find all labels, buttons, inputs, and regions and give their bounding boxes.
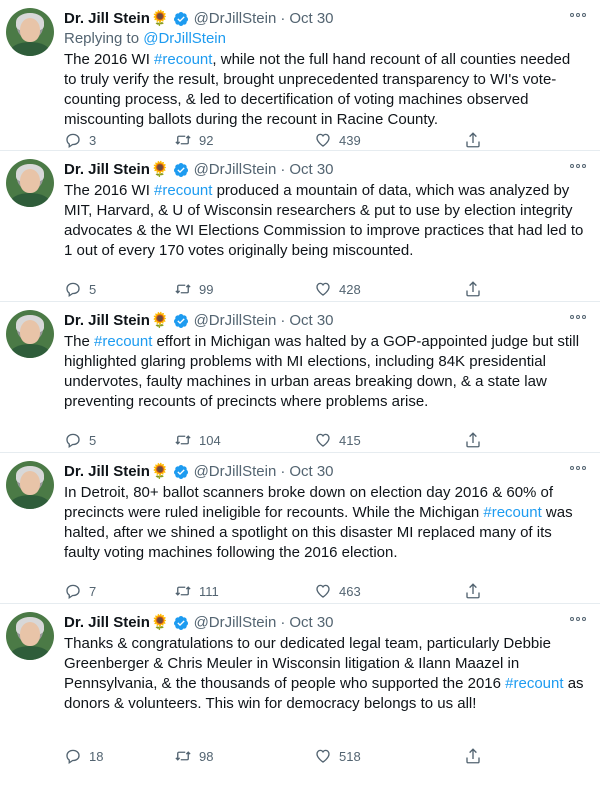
hashtag-link[interactable]: #recount bbox=[505, 675, 564, 692]
sunflower-emoji: 🌻 bbox=[150, 463, 170, 480]
tweet-date[interactable]: Oct 30 bbox=[289, 10, 334, 27]
separator: · bbox=[280, 463, 286, 480]
reply-button[interactable] bbox=[64, 747, 174, 765]
retweet-count: 111 bbox=[199, 583, 219, 599]
sunflower-emoji: 🌻 bbox=[150, 10, 170, 27]
more-icon[interactable] bbox=[570, 13, 586, 17]
separator: · bbox=[280, 161, 286, 178]
tweet-text-end: was halted, after we shined a spotlight on this disaster MI replaced many of its faulty voting machines following the 2016 election. bbox=[64, 504, 573, 561]
reply-icon bbox=[64, 131, 82, 149]
share-icon bbox=[464, 582, 482, 600]
retweet-count: 104 bbox=[199, 432, 221, 448]
reply-icon bbox=[64, 747, 82, 765]
author-handle[interactable]: @DrJillStein bbox=[193, 463, 277, 480]
replying-to-label: Replying to bbox=[64, 30, 140, 47]
like-count: 463 bbox=[339, 583, 361, 599]
reply-icon bbox=[64, 280, 82, 298]
heart-icon bbox=[314, 131, 332, 149]
tweet-actions bbox=[64, 131, 504, 149]
tweet-date[interactable]: Oct 30 bbox=[289, 161, 334, 178]
retweet-icon bbox=[174, 131, 192, 149]
reply-button[interactable] bbox=[64, 582, 174, 600]
more-icon[interactable] bbox=[570, 315, 586, 319]
like-count: 518 bbox=[339, 748, 361, 764]
avatar[interactable] bbox=[6, 461, 54, 509]
heart-icon bbox=[314, 280, 332, 298]
author-handle[interactable]: @DrJillStein bbox=[193, 312, 277, 329]
verified-badge-icon bbox=[173, 162, 189, 178]
author-name[interactable]: Dr. Jill Stein bbox=[64, 463, 150, 480]
replying-to-handle[interactable]: @DrJillStein bbox=[143, 30, 226, 47]
share-icon bbox=[464, 131, 482, 149]
tweet-header bbox=[64, 9, 586, 29]
tweet-actions bbox=[64, 431, 504, 449]
tweet-header bbox=[64, 462, 586, 482]
hashtag-link[interactable]: #recount bbox=[94, 333, 153, 350]
tweet[interactable] bbox=[0, 151, 600, 302]
tweet-text-start: The 2016 WI bbox=[64, 182, 155, 199]
verified-badge-icon bbox=[173, 615, 189, 631]
tweet-date[interactable]: Oct 30 bbox=[289, 312, 334, 329]
reply-icon bbox=[64, 431, 82, 449]
like-count: 415 bbox=[339, 432, 361, 448]
separator: · bbox=[280, 614, 286, 631]
author-name[interactable]: Dr. Jill Stein bbox=[64, 312, 150, 329]
replying-to bbox=[64, 29, 586, 49]
tweet-header bbox=[64, 311, 586, 331]
like-count: 439 bbox=[339, 132, 361, 148]
hashtag-link[interactable]: #recount bbox=[483, 504, 542, 521]
hashtag-link[interactable]: #recount bbox=[154, 51, 213, 68]
tweet-text-end: , while not the full hand recount of all counties needed to truly verify the result, brought unprecedented transparency to WI's vote-counting process, & led to decertification of voting machines observed miscounting ballots during the recount in Racine County. bbox=[64, 51, 571, 128]
like-count: 428 bbox=[339, 281, 361, 297]
tweet-text-end: effort in Michigan was halted by a GOP-appointed judge but still highlighted glaring problems with MI elections, including 84K presidential undervotes, faulty machines in urban areas breaking down, & a state law preventing recounts of precincts where problems arise. bbox=[64, 333, 580, 410]
verified-badge-icon bbox=[173, 313, 189, 329]
reply-button[interactable] bbox=[64, 131, 174, 149]
retweet-icon bbox=[174, 747, 192, 765]
retweet-button[interactable] bbox=[174, 131, 314, 149]
share-button[interactable] bbox=[464, 280, 482, 298]
hashtag-link[interactable]: #recount bbox=[154, 182, 213, 199]
avatar[interactable] bbox=[6, 310, 54, 358]
tweet-text bbox=[64, 181, 586, 261]
tweet-text bbox=[64, 332, 586, 412]
share-button[interactable] bbox=[464, 431, 482, 449]
tweet-text-end: produced a mountain of data, which was analyzed by MIT, Harvard, & U of Wisconsin researchers & put to use by election integrity advocates & the WI Elections Commission to improve practices that had led to 1 out of every 170 votes originally being miscounted. bbox=[64, 182, 584, 259]
retweet-count: 92 bbox=[199, 132, 214, 148]
like-button[interactable] bbox=[314, 131, 464, 149]
like-button[interactable] bbox=[314, 582, 464, 600]
avatar[interactable] bbox=[6, 159, 54, 207]
reply-count: 18 bbox=[89, 748, 104, 764]
separator: · bbox=[280, 312, 286, 329]
tweet-text-start: Thanks & congratulations to our dedicated legal team, particularly Debbie Greenberger & Chris Meuler in Wisconsin litigation & Ilann Maazel in Pennsylvania, & the thousands of people who supported the 2016 bbox=[64, 635, 551, 692]
verified-badge-icon bbox=[173, 11, 189, 27]
heart-icon bbox=[314, 747, 332, 765]
avatar[interactable] bbox=[6, 612, 54, 660]
author-name[interactable]: Dr. Jill Stein bbox=[64, 10, 150, 27]
avatar[interactable] bbox=[6, 8, 54, 56]
tweet-text bbox=[64, 634, 586, 714]
like-button[interactable] bbox=[314, 280, 464, 298]
tweet-text-end: as donors & volunteers. This win for democracy belongs to us all! bbox=[64, 675, 584, 712]
reply-count: 5 bbox=[89, 432, 97, 448]
sunflower-emoji: 🌻 bbox=[150, 161, 170, 178]
separator: · bbox=[280, 10, 286, 27]
reply-count: 5 bbox=[89, 281, 97, 297]
tweet[interactable] bbox=[0, 0, 600, 151]
author-handle[interactable]: @DrJillStein bbox=[193, 161, 277, 178]
retweet-count: 98 bbox=[199, 748, 214, 764]
tweet-text-start: The 2016 WI bbox=[64, 51, 155, 68]
share-button[interactable] bbox=[464, 131, 482, 149]
author-handle[interactable]: @DrJillStein bbox=[193, 10, 277, 27]
retweet-button[interactable] bbox=[174, 280, 314, 298]
tweet-actions bbox=[64, 582, 504, 600]
retweet-count: 99 bbox=[199, 281, 214, 297]
retweet-button[interactable] bbox=[174, 431, 314, 449]
more-icon[interactable] bbox=[570, 164, 586, 168]
tweet-actions bbox=[64, 747, 504, 765]
tweet-date[interactable]: Oct 30 bbox=[289, 463, 334, 480]
retweet-icon bbox=[174, 280, 192, 298]
reply-count: 3 bbox=[89, 132, 97, 148]
like-button[interactable] bbox=[314, 747, 464, 765]
tweet-header bbox=[64, 613, 586, 633]
tweet[interactable] bbox=[0, 302, 600, 453]
retweet-button[interactable] bbox=[174, 747, 314, 765]
retweet-button[interactable] bbox=[174, 582, 314, 600]
share-icon bbox=[464, 431, 482, 449]
tweet[interactable] bbox=[0, 453, 600, 604]
tweet-text-start: The bbox=[64, 333, 95, 350]
retweet-icon bbox=[174, 582, 192, 600]
tweet-actions bbox=[64, 280, 504, 298]
author-name[interactable]: Dr. Jill Stein bbox=[64, 161, 150, 178]
more-icon[interactable] bbox=[570, 466, 586, 470]
heart-icon bbox=[314, 582, 332, 600]
tweet-text bbox=[64, 50, 586, 130]
reply-icon bbox=[64, 582, 82, 600]
reply-button[interactable] bbox=[64, 431, 174, 449]
tweet-text-start: In Detroit, 80+ ballot scanners broke down on election day 2016 & 60% of precincts were ruled ineligible for recounts. While the Michigan bbox=[64, 484, 554, 521]
author-name[interactable]: Dr. Jill Stein bbox=[64, 614, 150, 631]
tweet-header bbox=[64, 160, 586, 180]
reply-button[interactable] bbox=[64, 280, 174, 298]
more-icon[interactable] bbox=[570, 617, 586, 621]
sunflower-emoji: 🌻 bbox=[150, 614, 170, 631]
share-button[interactable] bbox=[464, 582, 482, 600]
like-button[interactable] bbox=[314, 431, 464, 449]
share-icon bbox=[464, 280, 482, 298]
tweet-date[interactable]: Oct 30 bbox=[289, 614, 334, 631]
heart-icon bbox=[314, 431, 332, 449]
tweet-text bbox=[64, 483, 586, 563]
author-handle[interactable]: @DrJillStein bbox=[193, 614, 277, 631]
retweet-icon bbox=[174, 431, 192, 449]
reply-count: 7 bbox=[89, 583, 97, 599]
verified-badge-icon bbox=[173, 464, 189, 480]
share-button[interactable] bbox=[464, 747, 482, 765]
tweet[interactable] bbox=[0, 604, 600, 793]
sunflower-emoji: 🌻 bbox=[150, 312, 170, 329]
share-icon bbox=[464, 747, 482, 765]
